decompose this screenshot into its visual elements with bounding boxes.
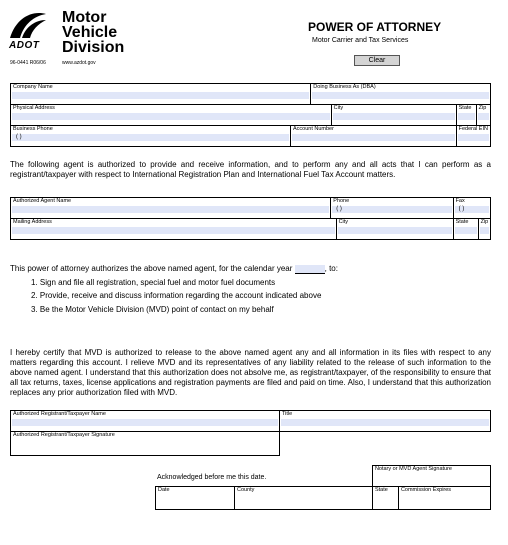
agent-fax-parens: ( ) <box>458 206 465 212</box>
account-number-field[interactable] <box>292 134 455 141</box>
notary-date-cell <box>156 487 235 510</box>
agent-info-table <box>10 197 491 240</box>
agent-fax-field[interactable] <box>455 206 489 213</box>
agency-line-1: Motor <box>62 9 107 26</box>
agent-authorization-paragraph: The following agent is authorized to provide and receive information, and to perform any and all acts that I can perform as a registrant/taxpayer with respect to International Registration Plan and International Fuel Tax Account matters. <box>10 160 491 179</box>
federal-ein-field[interactable] <box>458 134 489 141</box>
form-title: POWER OF ATTORNEY <box>308 20 442 34</box>
account-number-label: Account Number <box>292 126 334 132</box>
federal-ein-label: Federal EIN <box>458 126 488 132</box>
agent-zip-field[interactable] <box>480 227 489 234</box>
website-link[interactable]: www.azdot.gov <box>62 60 96 66</box>
agent-zip-cell <box>478 219 490 240</box>
agent-fax-cell <box>453 198 490 219</box>
dba-cell <box>311 84 491 105</box>
city-cell <box>331 105 456 126</box>
registrant-signature-label: Authorized Registrant/Taxpayer Signature <box>13 432 115 438</box>
business-phone-field[interactable] <box>12 134 289 141</box>
authorization-intro-suffix: , to: <box>324 264 338 273</box>
registrant-name-cell <box>11 411 280 432</box>
authorization-item: 1. Sign and file all registration, special fuel and motor fuel documents <box>31 278 276 287</box>
form-subtitle: Motor Carrier and Tax Services <box>312 37 409 44</box>
zip-cell <box>476 105 490 126</box>
agent-phone-parens: ( ) <box>336 206 342 212</box>
authorization-intro <box>10 264 491 274</box>
title-field[interactable] <box>281 419 489 426</box>
zip-label: Zip <box>478 105 487 111</box>
city-label: City <box>333 105 344 111</box>
company-name-field[interactable] <box>12 92 309 99</box>
account-number-cell <box>290 126 456 147</box>
agent-name-label: Authorized Agent Name <box>13 198 72 204</box>
company-info-table <box>10 83 491 147</box>
mailing-address-label: Mailing Address <box>13 219 52 225</box>
dba-field[interactable] <box>312 92 489 99</box>
title-label: Title <box>282 411 293 417</box>
agent-city-label: City <box>338 219 349 225</box>
city-field[interactable] <box>333 113 455 120</box>
agent-state-label: State <box>455 219 469 225</box>
notary-county-cell <box>235 487 373 510</box>
agency-name <box>62 10 124 55</box>
state-cell <box>456 105 476 126</box>
acknowledged-text: Acknowledged before me this date. <box>157 474 267 481</box>
agent-phone-field[interactable] <box>332 206 451 213</box>
signature-table <box>10 410 491 456</box>
physical-address-field[interactable] <box>12 113 330 120</box>
agency-line-2: Vehicle <box>62 24 118 41</box>
physical-address-label: Physical Address <box>13 105 55 111</box>
certification-paragraph: I hereby certify that MVD is authorized to release to the above named agent any and all information in its files with respect to any matters regarding this account. I relieve MVD and its representatives of any liability related to the release of such information to the above named agent. I understand that this authorization does not absolve me, as registrant/taxpayer, of the responsibility to ensure that all tax returns, taxes, license applications and registration payments are filed and paid on time. Also, I understand that this authorization replaces any prior authorization filed with MVD. <box>10 348 491 397</box>
company-name-label: Company Name <box>13 84 53 90</box>
notary-state-label: State <box>374 487 388 493</box>
federal-ein-cell <box>456 126 490 147</box>
business-phone-label: Business Phone <box>13 126 53 132</box>
agent-name-cell <box>11 198 331 219</box>
agent-city-cell <box>336 219 453 240</box>
agent-zip-label: Zip <box>480 219 489 225</box>
notary-signature-label: Notary or MVD Agent Signature <box>374 466 452 472</box>
agent-phone-cell <box>331 198 453 219</box>
registrant-name-label: Authorized Registrant/Taxpayer Name <box>13 411 106 417</box>
zip-field[interactable] <box>478 113 489 120</box>
calendar-year-field[interactable] <box>295 265 325 274</box>
notary-table <box>155 465 491 510</box>
registrant-signature-cell <box>11 432 280 456</box>
mailing-address-cell <box>11 219 337 240</box>
notary-state-cell <box>372 487 398 510</box>
state-field[interactable] <box>458 113 475 120</box>
title-cell <box>280 411 491 432</box>
agent-name-field[interactable] <box>12 206 329 213</box>
commission-expires-label: Commission Expires <box>400 487 452 493</box>
agent-state-cell <box>453 219 478 240</box>
agent-fax-label: Fax <box>455 198 465 204</box>
registrant-name-field[interactable] <box>12 419 278 426</box>
clear-button[interactable]: Clear <box>354 55 400 66</box>
mailing-address-field[interactable] <box>12 227 335 234</box>
dba-label: Doing Business As (DBA) <box>313 84 376 90</box>
physical-address-cell <box>11 105 332 126</box>
adot-logo-icon <box>8 8 48 42</box>
form-number: 96-0441 R06/06 <box>10 60 46 66</box>
authorization-item: 2. Provide, receive and discuss information regarding the account indicated above <box>31 291 322 300</box>
business-phone-cell <box>11 126 291 147</box>
agent-city-field[interactable] <box>338 227 452 234</box>
adot-logo-text: ADOT <box>9 40 40 51</box>
state-label: State <box>458 105 472 111</box>
authorization-item: 3. Be the Motor Vehicle Division (MVD) point of contact on my behalf <box>31 305 274 314</box>
notary-signature-cell <box>372 466 490 487</box>
business-phone-parens: ( ) <box>16 134 22 140</box>
notary-date-label: Date <box>158 487 170 493</box>
agent-phone-label: Phone <box>333 198 350 204</box>
company-name-cell <box>11 84 311 105</box>
notary-county-label: County <box>237 487 255 493</box>
authorization-intro-text: This power of attorney authorizes the above named agent, for the calendar year <box>10 264 293 273</box>
agent-state-field[interactable] <box>455 227 477 234</box>
agency-line-3: Division <box>62 39 125 56</box>
commission-expires-cell <box>398 487 490 510</box>
